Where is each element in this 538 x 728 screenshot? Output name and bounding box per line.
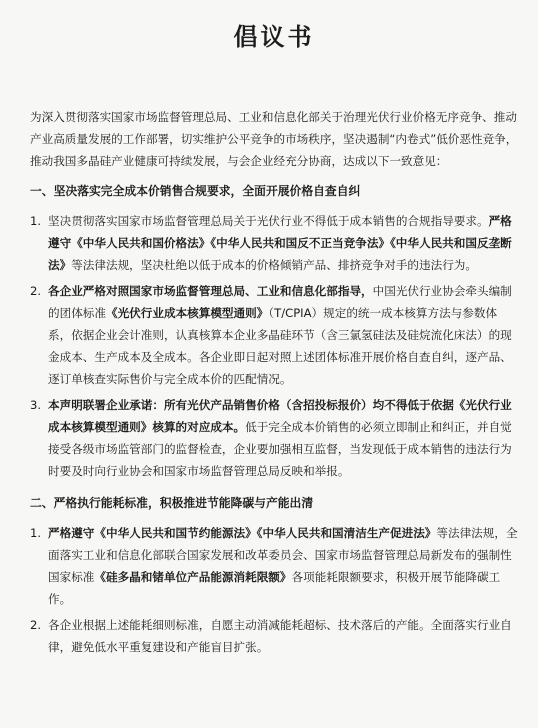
section-1-list [30,210,518,482]
item-text: 中国光伏行业协会牵头编制的团体标准 [48,284,512,320]
item-text: 各企业根据上述能耗细则标准，自愿主动消减能耗超标、技术落后的产能。全面落实行业自律，避免低水平重复建设和产能盲目扩张。 [48,618,512,654]
list-item [30,522,518,610]
list-item [30,394,518,482]
item-text: 各项能耗限额要求，积极开展节能降碳工作。 [48,570,501,606]
section-1-heading: 一、坚决落实完全成本价销售合规要求，全面开展价格自查自纠 [30,184,361,198]
item-text-bold: 各企业严格对照国家市场监督管理总局、工业和信息化部指导， [48,284,373,298]
item-text: 低于完全成本价销售的必须立即制止和纠正，并自觉接受各级市场监管部门的监督检查，企业要加强相互监督，当发现低于成本销售的违法行为时要及时向行业协会和国家市场监督管理总局反映和举报。 [48,420,512,478]
item-text: 坚决贯彻落实国家市场监督管理总局关于光伏行业不得低于成本销售的合规指导要求。 [48,214,489,228]
item-text-bold: 严格遵守《中华人民共和国节约能源法》《中华人民共和国清洁生产促进法》 [48,526,437,540]
item-number: 1. [30,214,42,228]
item-number: 2. [30,618,42,632]
item-text: （T/CPIA）规定的统一成本核算方法与参数体系，依据企业会计准则，认真核算本企业多晶硅环节（含三氯氢硅法及硅烷流化床法）的现金成本、生产成本及全成本。各企业即日起对照上述团体标准开展价格自查自纠，逐产品、逐订单核查实际售价与完全成本价的匹配情况。 [48,306,512,386]
item-text-bold: 严格遵守《中华人民共和国价格法》《中华人民共和国反不正当竞争法》《中华人民共和国反垄断法》 [48,214,512,272]
item-text-bold: 本声明联署企业承诺：所有光伏产品销售价格（含招投标报价）均不得低于依据《光伏行业成本核算模型通则》核算的对应成本。 [48,398,512,434]
list-item [30,210,518,276]
section-2-list [30,522,518,658]
item-number: 2. [30,284,42,298]
item-text-bold: 《硅多晶和锗单位产品能源消耗限额》 [94,570,292,584]
item-text-bold: 《光伏行业成本核算模型通则》 [105,306,269,320]
section-2 [30,492,518,658]
document-title: 倡议书 [233,23,315,51]
intro-paragraph: 为深入贯彻落实国家市场监督管理总局、工业和信息化部关于治理光伏行业价格无序竞争、推动产业高质量发展的工作部署，切实维护公平竞争的市场秩序，坚决遏制“内卷式”低价恶性竞争，推动我国多晶硅产业健康可持续发展，与会企业经充分协商，达成以下一致意见： [30,110,518,168]
item-text: 等法律法规，全面落实工业和信息化部联合国家发展和改革委员会、国家市场监督管理总局新发布的强制性国家标准 [48,526,518,584]
item-number: 3. [30,398,42,412]
list-item [30,614,518,658]
item-text: 等法律法规，坚决杜绝以低于成本的价格倾销产品、排挤竞争对手的违法行为。 [71,258,477,272]
section-2-heading: 二、严格执行能耗标准，积极推进节能降碳与产能出清 [30,496,314,510]
item-number: 1. [30,526,42,540]
list-item [30,280,518,390]
section-1 [30,180,518,482]
